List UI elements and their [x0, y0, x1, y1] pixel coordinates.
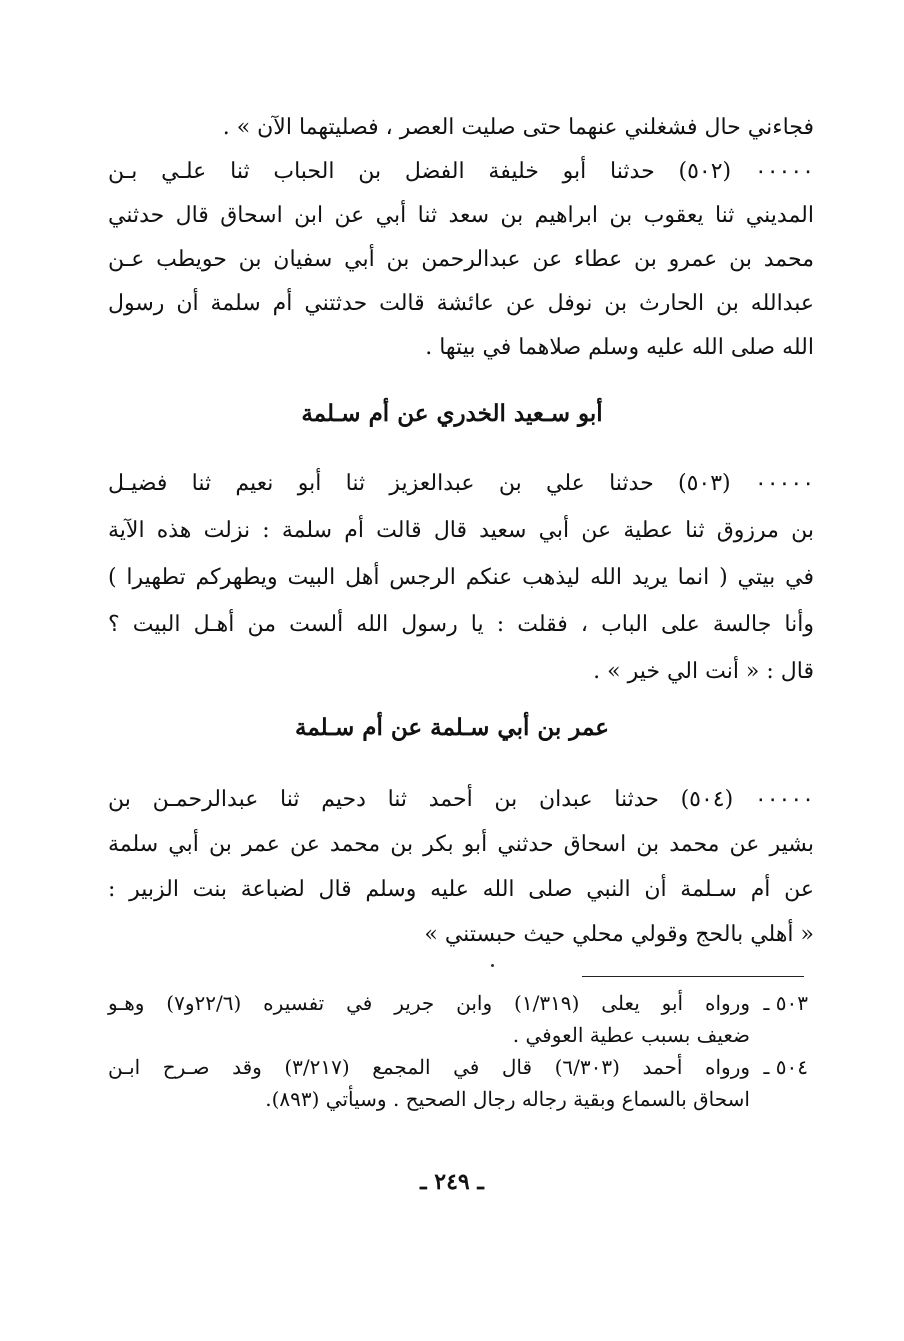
text-line: ٠٠٠٠٠ (٥٠٢) حدثنا أبو خليفة الفضل بن الحباب ثنا علـي بـن [108, 159, 814, 184]
paragraph-504 [108, 780, 814, 960]
footnote-rule [582, 976, 804, 977]
text-line: المديني ثنا يعقوب بن ابراهيم بن سعد ثنا أبي عن ابن اسحاق قال حدثني [108, 203, 814, 228]
footnote-number: ٥٠٤ ـ [763, 1055, 808, 1079]
text-line: « أهلي بالحج وقولي محلي حيث حبستني » [424, 922, 814, 947]
page-number: ـ ٢٤٩ ـ [420, 1169, 484, 1195]
paragraph-501-end [108, 108, 814, 152]
footnote-line: اسحاق بالسماع وبقية رجاله رجال الصحيح . وسيأتي (٨٩٣). [265, 1087, 750, 1111]
text-line: محمد بن عمرو بن عطاء عن عبدالرحمن بن أبي سفيان بن حويطب عـن [108, 247, 814, 272]
footnote-line: ورواه أبو يعلى (١/٣١٩) وابن جرير في تفسيره (٢٢/٦و٧) وهـو [108, 991, 750, 1015]
footnote-line: ورواه أحمد (٦/٣٠٣) قال في المجمع (٣/٢١٧) وقد صـرح ابـن [108, 1055, 751, 1079]
section-heading: عمر بن أبي سـلمة عن أم سـلمة [295, 714, 609, 741]
paragraph-502 [108, 152, 814, 372]
text-line: قال : « أنت الي خير » . [593, 659, 814, 684]
text-line: وأنا جالسة على الباب ، فقلت : يا رسول الله ألست من أهـل البيت ؟ [108, 612, 814, 637]
footnote-line: ضعيف بسبب عطية العوفي . [512, 1023, 750, 1047]
section-heading: أبو سـعيد الخدري عن أم سـلمة [301, 400, 603, 427]
footnote-number: ٥٠٣ ـ [763, 991, 808, 1015]
text-line: الله صلى الله عليه وسلم صلاهما في بيتها . [425, 335, 814, 360]
text-line: عن أم سـلمة أن النبي صلى الله عليه وسلم قال لضباعة بنت الزبير : [108, 877, 814, 902]
text-line: ٠٠٠٠٠ (٥٠٤) حدثنا عبدان بن أحمد ثنا دحيم ثنا عبدالرحمـن بن [108, 787, 814, 812]
text-line: بشير عن محمد بن اسحاق حدثني أبو بكر بن محمد عن عمر بن أبي سلمة [108, 832, 814, 857]
speck [491, 964, 494, 967]
text-line: ٠٠٠٠٠ (٥٠٣) حدثنا علي بن عبدالعزيز ثنا أبو نعيم ثنا فضيـل [108, 471, 815, 496]
text-line: فجاءني حال فشغلني عنهما حتى صليت العصر ، فصليتهما الآن » . [222, 115, 814, 140]
text-line: في بيتي ( انما يريد الله ليذهب عنكم الرجس أهل البيت ويطهركم تطهيرا ) [108, 565, 814, 590]
paragraph-503 [108, 464, 814, 684]
text-line: عبدالله بن الحارث بن نوفل عن عائشة قالت حدثتني أم سلمة أن رسول [108, 291, 814, 316]
text-line: بن مرزوق ثنا عطية عن أبي سعيد قال قالت أم سلمة : نزلت هذه الآية [108, 518, 814, 543]
